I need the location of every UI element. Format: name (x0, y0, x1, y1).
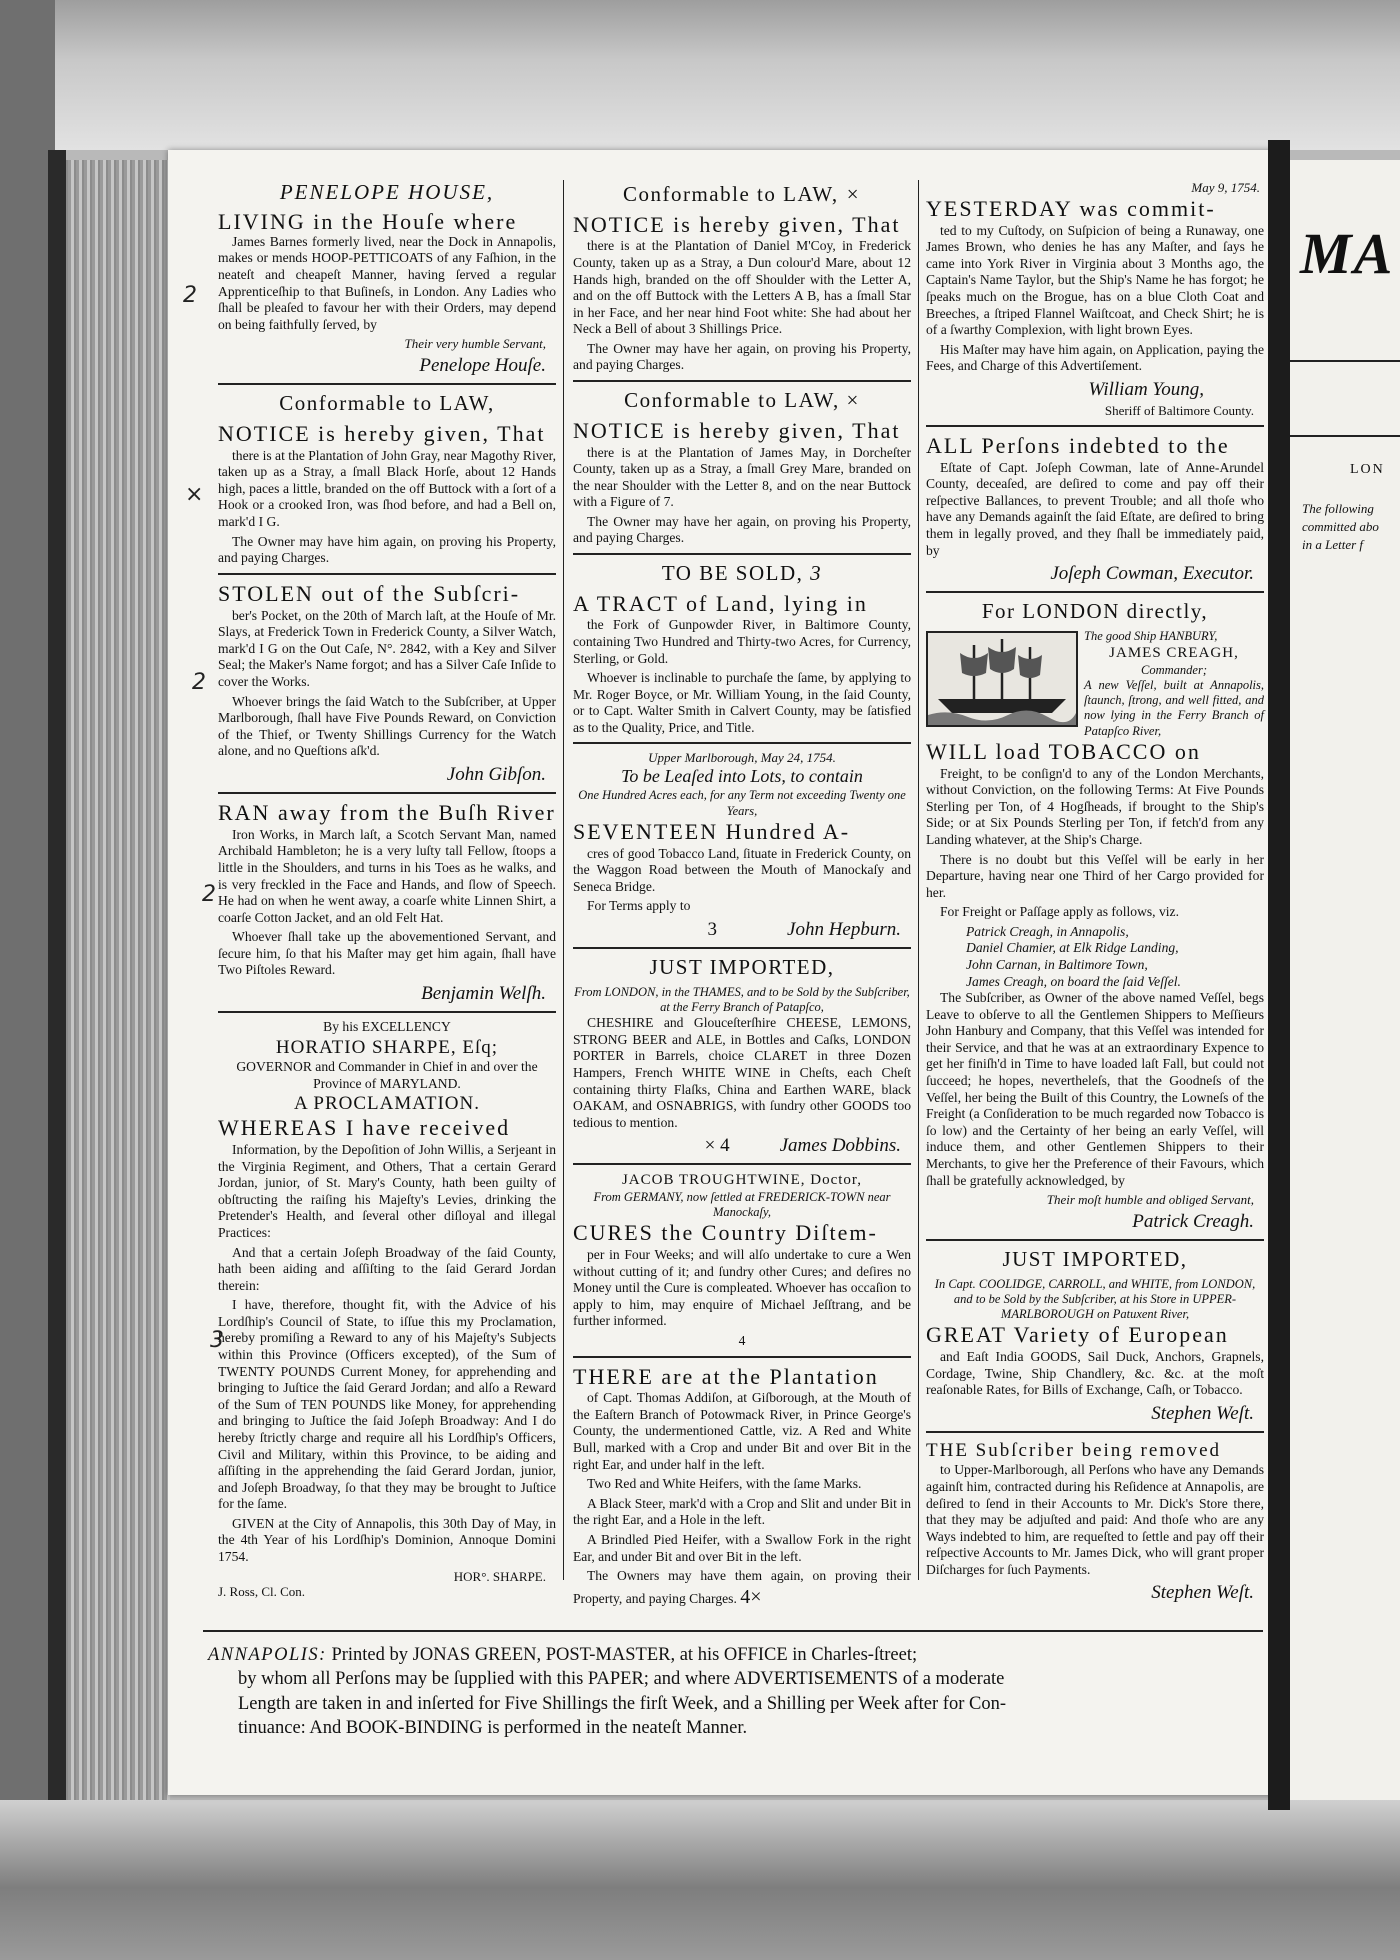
next-page-rule (1290, 360, 1400, 362)
ad-body: there is at the Plantation of John Gray, near Magothy River, taken up as a Stray, a ſmall Black Horſe, about 12 Hands high, paces a little, branded on the off Buttock with a ſort of a Hook or a crooked Iron, was ſhod before, and had a Bell on, mark'd I G. (218, 447, 556, 530)
next-page-rule (1290, 435, 1400, 437)
ad-lead: CURES the Country Diſtem- (573, 1220, 878, 1246)
ad-runaway-servant (218, 800, 556, 1005)
ad-office: Sheriff of Baltimore County. (1104, 403, 1254, 419)
ad-west-removed (926, 1439, 1264, 1604)
marginal-annotation: 2 (202, 882, 216, 907)
ad-signature: × 4 James Dobbins. (704, 1135, 901, 1157)
page-gutter (1268, 140, 1290, 1810)
ad-lead: NOTICE is hereby given, That (218, 420, 546, 446)
book-spine (0, 0, 55, 1960)
colophon-line: tinuance: And BOOK-BINDING is performed in the neateſt Manner. (238, 1718, 748, 1739)
ad-heading: JUST IMPORTED, (649, 955, 835, 980)
colophon (208, 1643, 1248, 1741)
column-rule (918, 180, 919, 1580)
colophon-place: ANNAPOLIS: (208, 1645, 327, 1665)
ad-heading: Conformable to LAW, (279, 391, 495, 416)
scan-shadow-bottom (0, 1800, 1400, 1960)
handwritten-mark: × (846, 388, 860, 413)
ad-body: there is at the Plantation of James May, in Dorcheſter County, taken up as a Stray, a ſmall Grey Mare, branded on the near Shoulder with the Letter 8, and on the near Buttock with a Figure of 7. (573, 444, 911, 510)
ad-just-imported-west (926, 1247, 1264, 1425)
ship-description: A new Veſſel, built at Annapolis, ſtaunch, ſtrong, and well fitted, and now lying in the Ferry Branch of Patapſco River, (1084, 677, 1264, 738)
next-page-edge (1290, 160, 1400, 1800)
marginal-annotation: 2 (192, 670, 206, 695)
ad-lead: WILL load TOBACCO on (926, 738, 1201, 764)
ad-body: of Capt. Thomas Addiſon, at Giſborough, at the Mouth of the Eaſtern Branch of Potowmack River, in Prince George's County, the undermentioned Cattle, viz. A Red and White Bull, marked with a Crop and under Bit and over Bit in the right Ear, and under half in the left. (573, 1390, 911, 1472)
proclamation-clerk: J. Ross, Cl. Con. (218, 1584, 306, 1600)
ad-heading: To be Leaſed into Lots, to contain (621, 766, 863, 787)
ad-owner: The Owner may have her again, on proving his Property, and paying Charges. (573, 513, 911, 546)
divider (218, 1011, 556, 1013)
ship-captain: JAMES CREAGH, (1109, 645, 1239, 662)
ad-body: CHESHIRE and Glouceſterſhire CHEESE, LEMONS, STRONG BEER and ALE, in Bottles and Caſks, LONDON PORTER in Barrels, choice CLARET in three Dozen Hampers, French WHITE WINE in Cheſts, each Cheſt containing thirty Flaſks, China and Earthen WARE, black OAKAM, and OSNABRIGS, with ſundry other GOODS too tedious to mention. (573, 1015, 911, 1130)
next-page-masthead: MA (1300, 221, 1395, 286)
ad-body: For Freight or Paſſage apply as follows, viz. (940, 904, 1179, 920)
ad-lead: NOTICE is hereby given, That (573, 417, 901, 443)
newspaper-page (168, 150, 1278, 1795)
ad-closing: Their very humble Servant, (404, 336, 546, 352)
proclamation-name: HORATIO SHARPE, Eſq; (275, 1036, 499, 1058)
ad-signature: William Young, (1088, 378, 1204, 400)
divider (573, 1163, 911, 1165)
proclamation-body: Information, by the Depoſition of John Willis, a Serjeant in the Virginia Regiment, and Others, That a certain Gerard Jordan, junior, of St. Mary's County, hath been guilty of obſtructing the raiſing his Majeſty's Levies, drinking the Pretender's Health, and ſeveral other diſloyal and illegal Practices: (218, 1142, 556, 1240)
ad-lead: SEVENTEEN Hundred A- (573, 818, 851, 844)
ad-lead: A TRACT of Land, lying in (573, 590, 868, 616)
ad-lead: YESTERDAY was commit- (926, 195, 1216, 221)
ad-signature: 3 John Hepburn. (707, 918, 901, 940)
ad-heading: TO BE SOLD, 3 (661, 560, 823, 585)
agent-line: James Creagh, on board the ſaid Veſſel. (966, 973, 1181, 989)
ad-heading: Conformable to LAW, × (622, 182, 861, 206)
binding-shadow (48, 150, 66, 1830)
handwritten-mark: × (845, 182, 861, 206)
handwritten-mark: × (750, 1585, 762, 1608)
ship-woodcut-image (926, 631, 1078, 727)
ad-body: Eſtate of Capt. Joſeph Cowman, late of Anne-Arundel County, deceaſed, are deſired to come and pay off their reſpective Ballances, to prevent Trouble; and all thoſe who have any Demands againſt the ſaid Eſtate, are deſired to bring them in legally proved, and they ſhall be immediately paid, by (926, 459, 1264, 558)
ad-signature: Patrick Creagh. (1132, 1210, 1254, 1232)
ad-body: there is at the Plantation of Daniel M'Coy, in Frederick County, taken up as a Stray, a Dun colour'd Mare, about 12 Hands high, branded on the off Shoulder with the Letter A, and on the off Buttock with the Letters A B, has a ſmall Star in her Face, and her near hind Foot white: She had about her Neck a Bell of about 3 Shillings Price. (573, 238, 911, 337)
ad-signature: Penelope Houſe. (419, 355, 546, 377)
ad-body: Whoever is inclinable to purchaſe the ſame, by applying to Mr. Roger Boyce, or Mr. William Young, in the ſaid County, or to Capt. Walter Smith in Calvert County, may be ſatisfied as to the Quality, Price, and Title. (573, 670, 911, 735)
divider (218, 383, 556, 385)
ad-heading: PENELOPE HOUSE, (279, 180, 495, 204)
divider (573, 553, 911, 555)
divider (573, 380, 911, 382)
divider (573, 1356, 911, 1358)
ad-terms: For Terms apply to (587, 898, 691, 914)
ad-owner: The Owner may have him again, on proving his Property, and paying Charges. (218, 533, 556, 566)
colophon-line: by whom all Perſons may be ſupplied with this PAPER; and where ADVERTISEMENTS of a moderate (238, 1669, 1005, 1690)
ad-just-imported-dobbins (573, 955, 911, 1157)
divider (218, 792, 556, 794)
handwritten-mark: 3 (810, 560, 823, 585)
ad-reward: Whoever brings the ſaid Watch to the Subſcriber, at Upper Marlborough, ſhall have Five Pounds Reward, on Conviction of the Thief, or Twenty Shillings Currency for the Watch alone, and no Queſtions aſk'd. (218, 693, 556, 759)
column-2 (573, 180, 911, 1613)
handwritten-mark: 4 (740, 1585, 751, 1608)
ad-body: James Barnes formerly lived, near the Dock in Annapolis, makes or mends HOOP-PETTICOATS of any Faſhion, in the neateſt and cheapeſt Manner, having ſerved a regular Apprenticeſhip to that Buſineſs, in London. Any Ladies who ſhall be pleaſed to favour her with their Orders, may depend on being faithfully ſerved, by (218, 233, 556, 332)
proclamation-office: GOVERNOR and Commander in Chief in and over the Province of MARYLAND. (236, 1058, 538, 1091)
scan-shadow-top (0, 0, 1400, 150)
next-page-text: The following committed abo in a Letter f (1302, 501, 1379, 552)
ad-body: Iron Works, in March laſt, a Scotch Servant Man, named Archibald Hambleton; he is a very luſty tall Fellow, ſtoops a little in the Shoulders, and turns in his Toes as he walks, and is very freckled in the Face and Hands, and ſlow of Speech. He had on when he went away, a coarſe white Linnen Shirt, a coarſe Cotton Jacket, and an old Felt Hat. (218, 826, 556, 925)
footer-rule (203, 1630, 1263, 1632)
colophon-line (208, 1643, 1248, 1667)
marginal-annotation: × (185, 482, 204, 507)
divider (573, 947, 911, 949)
ad-body: A Brindled Pied Heifer, with a Swallow Fork in the right Ear, and under Bit and over Bit in the left. (573, 1531, 911, 1564)
ad-date: May 9, 1754. (1191, 180, 1260, 195)
ad-body: cres of good Tobacco Land, ſituate in Frederick County, on the Waggon Road between the Mouth of Manockaſy and Seneca Bridge. (573, 845, 911, 894)
ship-icon (928, 633, 1076, 725)
ad-body: ted to my Cuſtody, on Suſpicion of being a Runaway, one James Brown, who denies he has any Maſter, and ſays he came into York River in Virginia about 3 Months ago, the Captain's Name Taylor, but the Ship's Name he has forgot; he ſpeaks much on the Brogue, has on a blue Cloth Coat and Breeches, a ſtriped Flannel Waiſtcoat, and Check Shirt; he is of a ſwarthy Complexion, with light brown Eyes. (926, 222, 1264, 338)
ad-subheading: From GERMANY, now ſettled at FREDERICK-TOWN near Manockaſy, (593, 1189, 891, 1219)
ad-stolen-watch (218, 581, 556, 786)
ad-lead: LIVING in the Houſe where (218, 208, 518, 234)
agent-line: Patrick Creagh, in Annapolis, (966, 923, 1129, 939)
ad-body: to Upper-Marlborough, all Perſons who have any Demands againſt him, contracted during his Reſidence at Annapolis, are deſired to ſend in their Accounts to Mr. Dick's Store there, that they may be adjuſted and paid: And thoſe who are any Ways indebted to him, are requeſted to ſettle and pay off their reſpective Accounts to Mr. James Dick, who will grant proper Diſcharges for ſuch Payments. (926, 1462, 1264, 1577)
ad-body: ber's Pocket, on the 20th of March laſt, at the Houſe of Mr. Slays, at Frederick Town in Frederick County, a Silver Watch, mark'd I G on the Out Caſe, N°. 2842, with a Key and Silver Seal; the Maker's Name forgot; and has a Silver Caſe Inſide to cover the Works. (218, 607, 556, 689)
handwritten-mark: 3 (707, 918, 718, 940)
agent-line: Daniel Chamier, at Elk Ridge Landing, (966, 940, 1179, 956)
column-3 (926, 180, 1264, 1609)
ad-stray-mccoy (573, 182, 911, 374)
ad-closing: Their moſt humble and obliged Servant, (1046, 1192, 1254, 1208)
ad-ship-london (926, 599, 1264, 1233)
ad-body: Freight, to be conſign'd to any of the London Merchants, without Conviction, on the following Terms: At Five Pounds Sterling per Ton, of 4 Hogſheads, if brought to the Ship's Side; or at Six Pounds Sterling per Ton, if fetch'd from any Landing whatever, at the Ship's Charge. (926, 765, 1264, 847)
ad-date: Upper Marlborough, May 24, 1754. (648, 750, 836, 766)
ad-subheading: In Capt. COOLIDGE, CARROLL, and WHITE, from LONDON, and to be Sold by the Subſcriber, at his Store in UPPER-MARLBOROUGH on Patuxent River, (934, 1276, 1256, 1322)
divider (926, 1239, 1264, 1241)
ad-doctor (573, 1171, 911, 1349)
ad-body: The Subſcriber, as Owner of the above named Veſſel, begs Leave to obſerve to all the Gentlemen Shippers to Meſſieurs John Hanbury and Company, that this Veſſel was intended for their Service, and that he was at an extraordinary Expence to get her finiſh'd in Time to have loaded laſt Fall, but could not ſucceed; he hopes, nevertheleſs, that the Goodneſs of the Veſſel, her being the Built of this Country, the Lowneſs of the Freight (a Conſideration to be much regarded now Tobacco is ſo low) and the Certainty of her being an early Veſſel, will induce them, and other Gentlemen Shippers to their Merchants, to give her the Preference of their Favours, which ſhall be gratefully acknowledged, by (926, 990, 1264, 1188)
page-stack-edge (60, 160, 170, 1810)
ad-heading: JUST IMPORTED, (1002, 1247, 1188, 1272)
ad-stray-gray (218, 391, 556, 566)
ad-body: and Eaſt India GOODS, Sail Duck, Anchors, Grapnels, Cordage, Twine, Ship Chandlery, &c. &c. at the moſt reaſonable Rates, for Bills of Exchange, Caſh, or Tobacco. (926, 1349, 1264, 1398)
ad-owner: The Owner may have her again, on proving his Property, and paying Charges. (573, 340, 911, 373)
ad-subheading: From LONDON, in the THAMES, and to be Sold by the Subſcriber, at the Ferry Branch of Patapſco, (574, 984, 910, 1014)
ad-lead: STOLEN out of the Subſcri- (218, 580, 521, 606)
ad-heading: For LONDON directly, (981, 599, 1209, 624)
ad-body: A Black Steer, mark'd with a Crop and Slit and under Bit in the right Ear, and a Hole in the left. (573, 1495, 911, 1528)
ad-addison-cattle (573, 1364, 911, 1610)
proclamation-signature: HOR°. SHARPE. (453, 1568, 546, 1584)
proclamation-body: And that a certain Joſeph Broadway of the ſaid County, hath been aiding and aſſiſting to the ſaid Gerard Jordan therein: (218, 1244, 556, 1293)
marginal-annotation: 2 (183, 283, 197, 308)
ad-lead: RAN away from the Buſh River (218, 799, 556, 825)
ad-heading: Conformable to LAW, × (624, 388, 860, 413)
ad-body: There is no doubt but this Veſſel will be early in her Departure, having near one Third of her Cargo provided for her. (926, 851, 1264, 900)
handwritten-mark: 4 (738, 1332, 746, 1348)
ad-body: the Fork of Gunpowder River, in Baltimore County, containing Two Hundred and Thirty-two Acres, for Currency, Sterling, or Gold. (573, 617, 911, 666)
ad-signature: Stephen Weſt. (1151, 1403, 1254, 1425)
ad-owner: The Owners may have them again, on proving their Property, and paying Charges. 4× (573, 1568, 911, 1608)
proclamation (218, 1019, 556, 1600)
handwritten-mark: × 4 (704, 1135, 730, 1157)
proclamation-title: A PROCLAMATION. (293, 1093, 481, 1115)
marginal-annotation: 3 (210, 1328, 224, 1353)
ship-name: The good Ship HANBURY, (1084, 629, 1218, 643)
ad-signature: Joſeph Cowman, Executor. (1050, 563, 1254, 585)
colophon-line: Length are taken in and inſerted for Five Shillings the firſt Week, and a Shilling per Week after for Con- (238, 1693, 1006, 1714)
column-1 (218, 180, 556, 1604)
ad-lease-lots (573, 750, 911, 941)
ad-signature: Stephen Weſt. (1151, 1582, 1254, 1604)
colophon-printer: Printed by JONAS GREEN, POST-MASTER, at his OFFICE in Charles-ſtreet; (331, 1645, 918, 1665)
divider (926, 425, 1264, 427)
ad-body: Two Red and White Heifers, with the ſame Marks. (587, 1476, 862, 1492)
ad-reward: Whoever ſhall take up the abovementioned Servant, and ſecure him, ſo that his Maſter may get him again, ſhall have Two Piſtoles Reward. (218, 929, 556, 978)
ad-land-sale (573, 561, 911, 736)
proclamation-given: GIVEN at the City of Annapolis, this 30th Day of May, in the 4th Year of his Lordſhip's Dominion, Annoque Domini 1754. (218, 1515, 556, 1564)
ad-lead: THE Subſcriber being removed (926, 1440, 1222, 1462)
agent-line: John Carnan, in Baltimore Town, (966, 956, 1148, 972)
ad-lead: THERE are at the Plantation (573, 1363, 879, 1389)
ship-commander: Commander; (1141, 662, 1207, 677)
proclamation-body: I have, therefore, thought fit, with the Advice of his Lordſhip's Council of State, to iſſue this my Proclamation, hereby promiſing a Reward to any of his Majeſty's Subjects within this Province (Officers excepted), of the Sum of TWENTY POUNDS Current Money, for apprehending and bringing to Juſtice the ſaid Gerard Jordan; and alſo a Reward of the Sum of TEN POUNDS like Money, for apprehending and bringing to Juſtice the ſaid Joſeph Broadway: And I do hereby ſtrictly charge and require all his Lordſhip's Officers, Civil and Military, within this Province, to be aiding and aſſiſting in the apprehending the ſaid Gerard Jordan, junior, and Joſeph Broadway, ſo that they may be brought to Juſtice for the ſame. (218, 1297, 556, 1512)
ad-yesterday-runaway (926, 180, 1264, 419)
ad-lead: NOTICE is hereby given, That (573, 211, 901, 237)
ad-signature: John Gibſon. (446, 763, 546, 785)
ad-lead: ALL Perſons indebted to the (926, 432, 1230, 458)
divider (573, 742, 911, 744)
ad-cowman-estate (926, 433, 1264, 585)
ad-body: per in Four Weeks; and will alſo undertake to cure a Wen without cutting of it; and ſundry other Cures; and deſires no Money until the Cure is compleated. Whoever has occaſion to apply to him, may enquire of Michael Jeſſtrang, and be further informed. (573, 1247, 911, 1329)
ad-lead: GREAT Variety of European (926, 1322, 1229, 1348)
divider (926, 1431, 1264, 1433)
ad-heading: JACOB TROUGHTWINE, Doctor, (621, 1172, 863, 1189)
divider (926, 591, 1264, 593)
column-rule (563, 180, 564, 1580)
ad-stray-may (573, 388, 911, 547)
proclamation-by: By his EXCELLENCY (323, 1019, 451, 1035)
next-page-heading: LON (1350, 462, 1385, 477)
ad-body: His Maſter may have him again, on Application, paying the Fees, and Charge of this Advertiſement. (926, 341, 1264, 374)
ad-penelope-house (218, 180, 556, 377)
divider (218, 573, 556, 575)
ad-signature: Benjamin Welſh. (421, 983, 546, 1005)
ad-subheading: One Hundred Acres each, for any Term not exceeding Twenty one Years, (578, 788, 906, 818)
ad-lead: WHEREAS I have received (218, 1115, 511, 1141)
